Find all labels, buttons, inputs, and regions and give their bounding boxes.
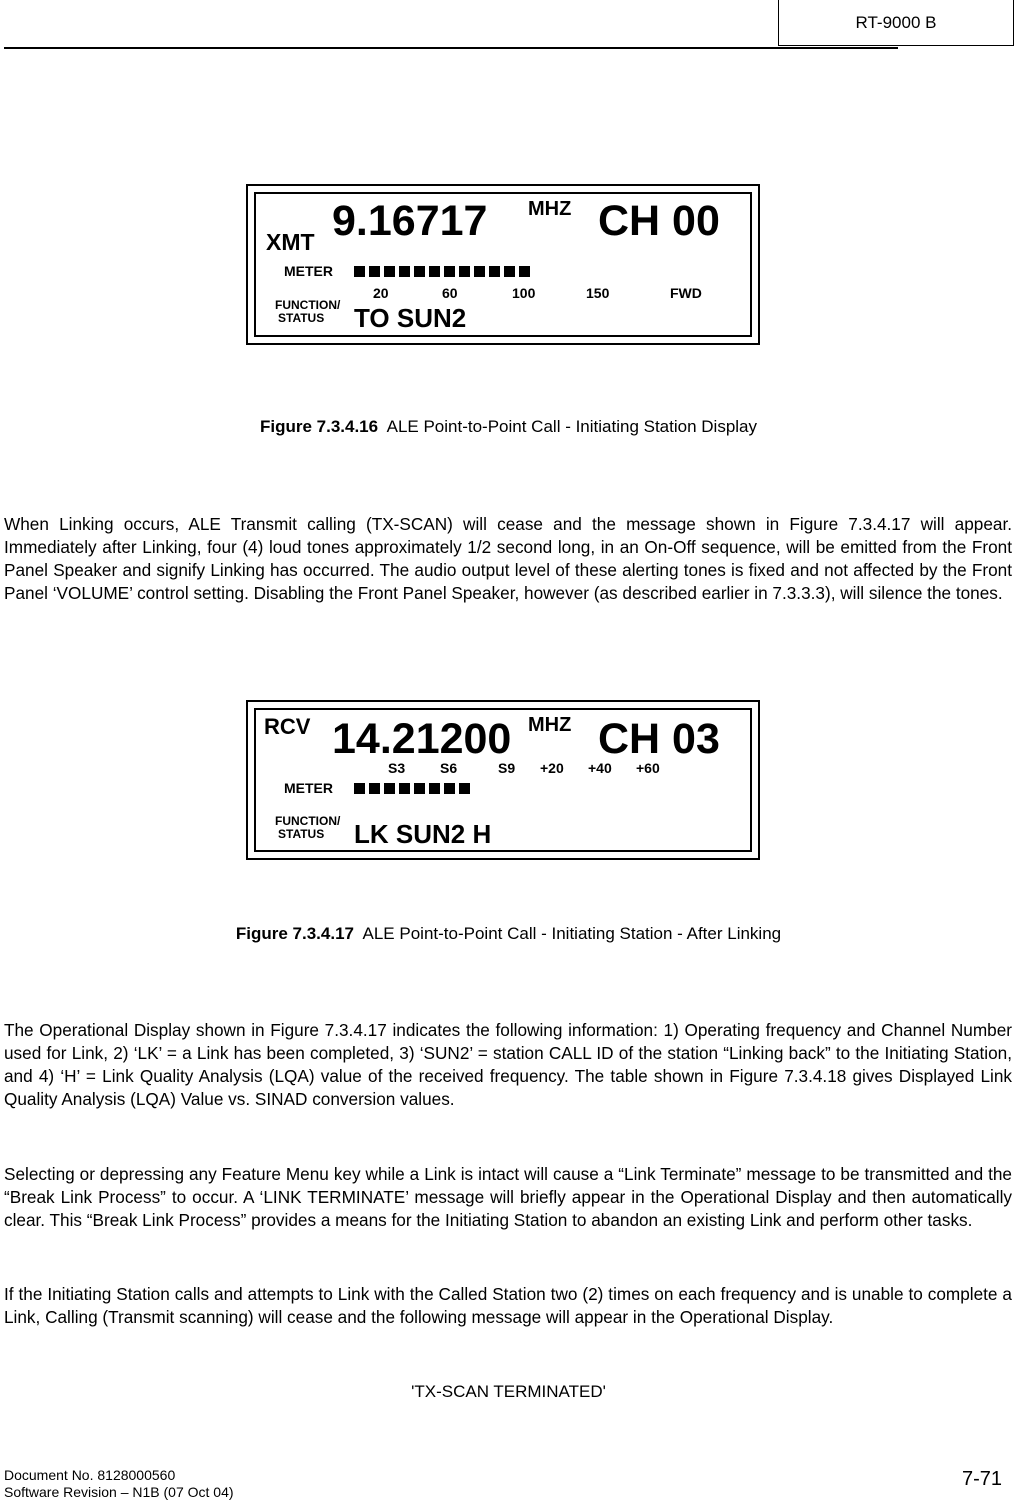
- body-paragraph: Selecting or depressing any Feature Menu key while a Link is intact will cause a “Link Terminate” message to be transmitted and the “Break Link Process” to occur. A ‘LINK TERMINATE’ message will briefly appear in the Operational Display and then automatically clear. This “Break Link Process” provides a means for the Initiating Station to abandon an existing Link and perform other tasks.: [4, 1164, 1012, 1230]
- status-readout: TO SUN2: [354, 303, 467, 333]
- channel-readout: CH 00: [598, 197, 720, 245]
- figure-caption: Figure 7.3.4.17 ALE Point-to-Point Call - Initiating Station - After Linking: [235, 924, 782, 943]
- meter-segment: [504, 266, 515, 277]
- meter-segment: [459, 783, 470, 794]
- scale-tick: FWD: [670, 285, 702, 301]
- function-label: FUNCTION/: [275, 814, 341, 828]
- status-label: STATUS: [278, 311, 325, 325]
- meter-label: METER: [284, 263, 333, 279]
- mode-label: XMT: [266, 229, 315, 255]
- body-paragraph: If the Initiating Station calls and attempts to Link with the Called Station two (2) times on each frequency and is unable to complete a Link, Calling (Transmit scanning) will cease and the following message will appear in the Operational Display.: [4, 1284, 1012, 1327]
- xmt-display-panel: [246, 184, 760, 345]
- scale-tick: 20: [373, 285, 389, 301]
- status-label: STATUS: [278, 827, 325, 841]
- body-paragraph: The Operational Display shown in Figure 7.3.4.17 indicates the following information: 1) Operating frequency and Channel Number used for Link, 2) ‘LK’ = a Link has been completed, 3) ‘SUN2’ = station CALL ID of the station “Linking back” to the Initiating Station, and 4) ‘H’ = Link Quality Analysis (LQA) value of the received frequency. The table shown in Figure 7.3.4.18 gives Displayed Link Quality Analysis (LQA) Value vs. SINAD conversion values.: [4, 1020, 1012, 1109]
- unit-label: MHZ: [528, 198, 572, 220]
- meter-segment: [369, 266, 380, 277]
- meter-segment: [369, 783, 380, 794]
- status-readout: LK SUN2 H: [354, 819, 492, 849]
- meter-segment: [414, 266, 425, 277]
- meter-segment: [414, 783, 425, 794]
- meter-segment: [399, 266, 410, 277]
- document-number: Document No. 8128000560: [4, 1467, 176, 1483]
- terminated-message: 'TX-SCAN TERMINATED': [411, 1382, 606, 1401]
- meter-segment: [489, 266, 500, 277]
- meter-segment: [444, 266, 455, 277]
- scale-tick: +60: [636, 760, 660, 776]
- scale-tick: S9: [498, 760, 516, 776]
- body-paragraph: When Linking occurs, ALE Transmit calling (TX-SCAN) will cease and the message shown in Figure 7.3.4.17 will appear. Immediately after Linking, four (4) loud tones approximately 1/2 second long, in an On-Off sequence, will be emitted from the Front Panel Speaker and signify Linking has occurred. The audio output level of these alerting tones is fixed and not affected by the Front Panel ‘VOLUME’ control setting. Disabling the Front Panel Speaker, however (as described earlier in 7.3.3.3), will silence the tones.: [4, 514, 1012, 603]
- meter-segment: [474, 266, 485, 277]
- frequency-readout: 9.16717: [332, 197, 488, 245]
- software-revision: Software Revision – N1B (07 Oct 04): [4, 1484, 234, 1500]
- meter-segment: [459, 266, 470, 277]
- header-rule: [4, 47, 898, 49]
- signal-meter: [354, 783, 474, 794]
- meter-segment: [429, 266, 440, 277]
- function-label: FUNCTION/: [275, 298, 341, 312]
- scale-tick: +20: [540, 760, 564, 776]
- meter-segment: [384, 783, 395, 794]
- scale-tick: 150: [586, 285, 610, 301]
- meter-segment: [444, 783, 455, 794]
- meter-segment: [519, 266, 530, 277]
- model-label: RT-9000 B: [778, 0, 1014, 46]
- meter-segment: [384, 266, 395, 277]
- unit-label: MHZ: [528, 714, 572, 736]
- scale-tick: +40: [588, 760, 612, 776]
- scale-tick: 100: [512, 285, 536, 301]
- meter-segment: [399, 783, 410, 794]
- signal-meter: [354, 266, 534, 277]
- mode-label: RCV: [264, 714, 311, 739]
- meter-segment: [354, 783, 365, 794]
- meter-segment: [429, 783, 440, 794]
- meter-label: METER: [284, 780, 333, 796]
- channel-readout: CH 03: [598, 715, 720, 763]
- scale-tick: 60: [442, 285, 458, 301]
- frequency-readout: 14.21200: [332, 715, 512, 763]
- rcv-display-panel: [246, 700, 760, 860]
- meter-segment: [354, 266, 365, 277]
- scale-tick: S6: [440, 760, 458, 776]
- figure-caption: Figure 7.3.4.16 ALE Point-to-Point Call - Initiating Station Display: [259, 417, 758, 436]
- scale-tick: S3: [388, 760, 406, 776]
- page-number: 7-71: [962, 1468, 1003, 1490]
